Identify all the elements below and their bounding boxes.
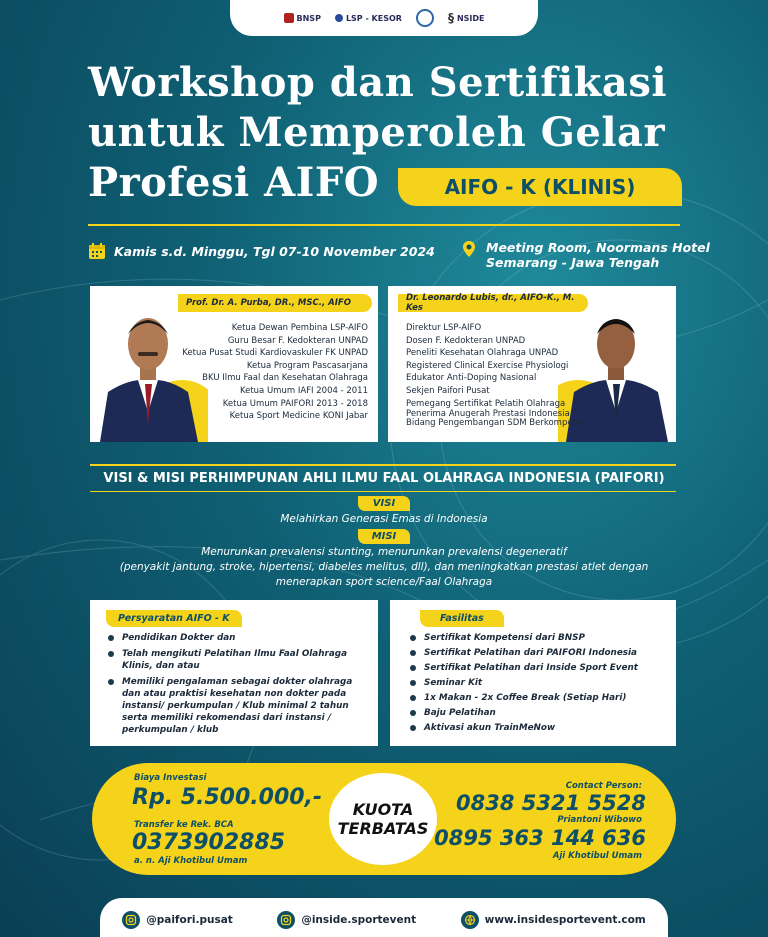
list-item: Sertifikat Kompetensi dari BNSP (410, 632, 670, 644)
visi-label: VISI (358, 496, 410, 511)
facilities-list (410, 632, 670, 737)
instagram-icon (122, 911, 140, 929)
title-line-3: Profesi AIFO (88, 159, 380, 206)
speaker-2-role: Peneliti Kesehatan Olahraga UNPAD (406, 348, 559, 359)
list-item: Sertifikat Pelatihan dari Inside Sport Event (410, 662, 670, 674)
speaker-1-role: Ketua Sport Medicine KONI Jabar (229, 411, 368, 422)
speaker-2-role: Dosen F. Kedokteran UNPAD (406, 335, 526, 346)
pricing-band (92, 763, 676, 875)
speaker-2-roles (406, 322, 587, 428)
list-item: 1x Makan - 2x Coffee Break (Setiap Hari) (410, 692, 670, 704)
event-venue: Meeting Room, Noormans Hotel Semarang - Jawa Tengah (460, 240, 710, 270)
title-line-2: untuk Memperoleh Gelar (88, 109, 666, 156)
footer (100, 898, 668, 937)
speaker-2-role: Registered Clinical Exercise Physiologi (406, 360, 569, 371)
speaker-1-role: Ketua Program Pascasarjana (246, 360, 368, 371)
list-item: Aktivasi akun TrainMeNow (410, 722, 670, 734)
event-date: Kamis s.d. Minggu, Tgl 07-10 November 2024 (88, 242, 435, 260)
account-name: a. n. Aji Khotibul Umam (134, 856, 248, 866)
title-line-1: Workshop dan Sertifikasi (88, 59, 668, 106)
contact-phone-2[interactable]: 0895 363 144 636 (434, 826, 646, 850)
instagram-link-inside[interactable]: @inside.sportevent (277, 911, 416, 929)
misi-line-3: menerapkan sport science/Faal Olahraga (275, 576, 493, 588)
divider-visi (90, 491, 676, 492)
visi-misi-heading: VISI & MISI PERHIMPUNAN AHLI ILMU FAAL OLAHRAGA INDONESIA (PAIFORI) (103, 471, 665, 486)
speaker-1-roles (182, 322, 368, 423)
contact-name-1: Priantoni Wibowo (557, 815, 642, 825)
location-pin-icon (460, 240, 478, 258)
misi-label: MISI (358, 529, 410, 544)
globe-icon (461, 911, 479, 929)
limited-quota-badge: KUOTA TERBATAS (329, 773, 437, 865)
speaker-1-role: Ketua Umum IAFI 2004 - 2011 (239, 385, 368, 396)
facilities-label: Fasilitas (420, 610, 504, 627)
calendar-icon (88, 242, 106, 260)
speaker-2-role: Sekjen Paifori Pusat (406, 385, 490, 396)
contact-name-2: Aji Khotibul Umam (552, 851, 642, 861)
list-item: Seminar Kit (410, 677, 670, 689)
list-item: Telah mengikuti Pelatihan Ilmu Faal Olahraga Klinis, dan atau (108, 648, 370, 672)
divider-top (88, 224, 680, 226)
speaker-2-role: Pemegang Sertifikat Pelatih Olahraga (406, 398, 566, 409)
instagram-link-paifori[interactable]: @paifori.pusat (122, 911, 233, 929)
speaker-1-role: Ketua Umum PAIFORI 2013 - 2018 (222, 398, 368, 409)
paifori-logo (416, 9, 434, 27)
list-item: Pendidikan Dokter dan (108, 632, 370, 644)
speaker-2-name: Dr. Leonardo Lubis, dr., AIFO-K., M. Kes (398, 294, 588, 312)
speaker-2-role: Direktur LSP-AIFO (406, 323, 482, 333)
lsp-kesor-logo: LSP - KESOR (335, 14, 402, 23)
speaker-2-role: Edukator Anti-Doping Nasional (406, 373, 537, 384)
contact-label: Contact Person: (565, 781, 642, 791)
contact-phone-1[interactable]: 0838 5321 5528 (456, 791, 646, 815)
account-number: 0373902885 (132, 830, 286, 855)
speaker-card-2 (388, 286, 676, 442)
list-item: Sertifikat Pelatihan dari PAIFORI Indonesia (410, 647, 670, 659)
visi-text: Melahirkan Generasi Emas di Indonesia (280, 513, 488, 525)
requirements-label: Persyaratan AIFO - K (106, 610, 242, 627)
price-label: Biaya Investasi (134, 773, 207, 783)
speaker-1-name: Prof. Dr. A. Purba, DR., MSC., AIFO (178, 294, 372, 312)
speaker-2-role: Bidang Pengembangan SDM Berkompeten (406, 418, 587, 429)
misi-line-2: (penyakit jantung, stroke, hipertensi, diabeles melitus, dll), dan meningkatkan prestasi atlet dengan (119, 561, 649, 573)
logo-bar (230, 0, 538, 36)
list-item: Memiliki pengalaman sebagai dokter olahraga dan atau praktisi kesehatan non dokter pada instansi/ perkumpulan / Klub minimal 2 tahun serta memiliki rekomendasi dari instansi / perkumpulan / klub (108, 676, 370, 736)
speaker-1-role: Guru Besar F. Kedokteran UNPAD (227, 335, 368, 346)
list-item: Baju Pelatihan (410, 707, 670, 719)
instagram-icon (277, 911, 295, 929)
inside-logo: § NSIDE (447, 11, 485, 25)
requirements-list (108, 632, 370, 740)
divider-middle (90, 464, 676, 466)
requirements-box (90, 600, 378, 746)
price-value: Rp. 5.500.000,- (132, 785, 323, 810)
misi-line-1: Menurunkan prevalensi stunting, menurunkan prevalensi degeneratif (201, 546, 567, 558)
speaker-2-role: Penerima Anugerah Prestasi Indonesia (406, 409, 570, 420)
certification-badge: AIFO - K (KLINIS) (398, 168, 682, 206)
website-link[interactable]: www.insidesportevent.com (461, 911, 646, 929)
speaker-1-role: BKU Ilmu Faal dan Kesehatan Olahraga (202, 373, 368, 384)
speaker-card-1 (90, 286, 378, 442)
speaker-1-role: Ketua Dewan Pembina LSP-AIFO (231, 323, 368, 333)
bnsp-logo: BNSP (284, 13, 321, 23)
facilities-box (390, 600, 676, 746)
speaker-1-role: Ketua Pusat Studi Kardiovaskuler FK UNPAD (182, 348, 368, 359)
transfer-label: Transfer ke Rek. BCA (134, 820, 234, 830)
